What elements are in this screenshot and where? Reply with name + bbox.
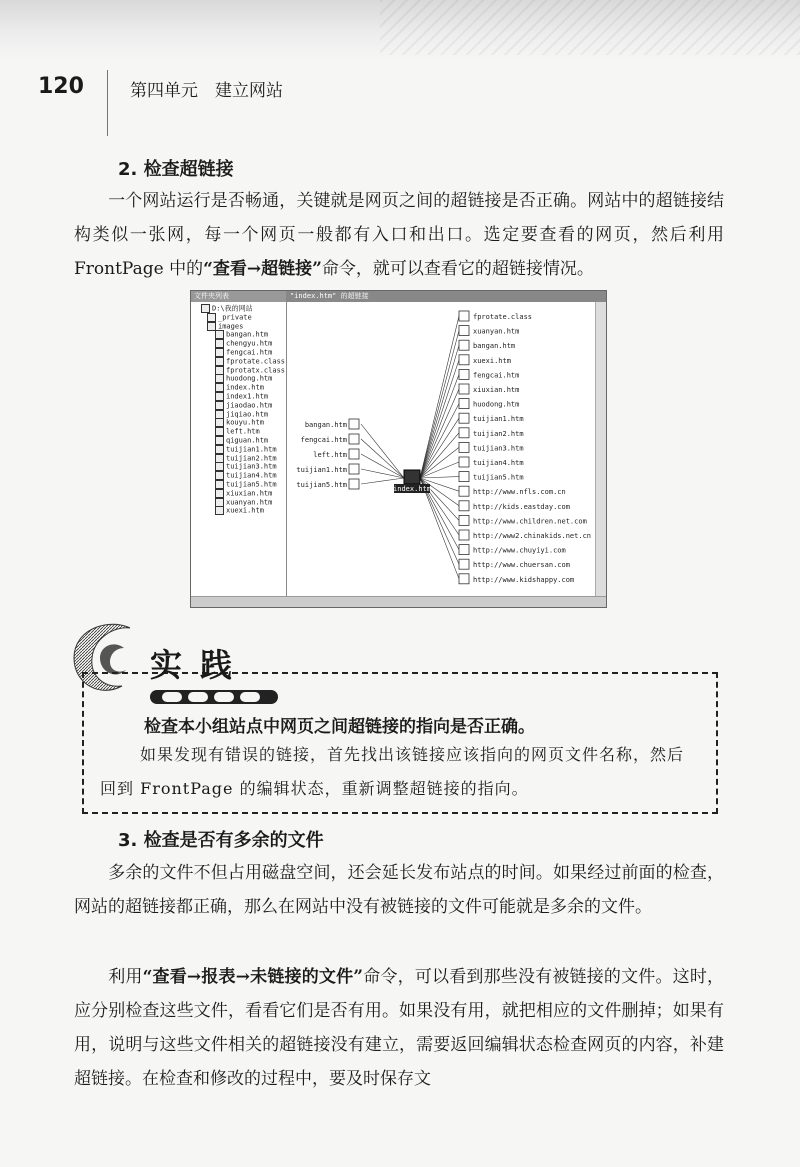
page-icon: [459, 428, 469, 438]
page-icon: [459, 399, 469, 409]
tree-item[interactable]: qiguan.htm: [199, 436, 286, 445]
tree-item[interactable]: xuanyan.htm: [199, 498, 286, 507]
folder-list-pane: [191, 291, 287, 607]
incoming-link-label[interactable]: bangan.htm: [304, 421, 347, 429]
tree-item[interactable]: tuijian4.htm: [199, 471, 286, 480]
incoming-link-line: [361, 439, 404, 478]
page-icon: [459, 457, 469, 467]
page-icon: [349, 449, 359, 459]
outgoing-link-label[interactable]: tuijian4.htm: [473, 459, 524, 467]
file-icon: [215, 462, 224, 471]
outgoing-link-label[interactable]: huodong.htm: [473, 400, 520, 409]
header-decoration: [0, 0, 800, 60]
folder-icon: [207, 313, 216, 322]
page-icon: [459, 574, 469, 584]
outgoing-link-line: [420, 360, 459, 478]
outgoing-link-label[interactable]: http://www.chuyiyi.com: [473, 546, 566, 555]
tree-item[interactable]: index.htm: [199, 383, 286, 392]
outgoing-link-label[interactable]: bangan.htm: [473, 342, 516, 351]
outgoing-link-label[interactable]: http://www2.chinakids.net.cn: [473, 532, 592, 540]
page-icon: [349, 464, 359, 474]
outgoing-link-label[interactable]: http://www.children.net.com: [473, 517, 587, 526]
practice-task: 检查本小组站点中网页之间超链接的指向是否正确。: [144, 717, 535, 737]
outgoing-link-label[interactable]: tuijian5.htm: [473, 473, 524, 482]
section-3-paragraph-2: 利用“查看→报表→未链接的文件”命令，可以看到那些没有被链接的文件。这时，应分别检查这些文件，看看它们是否有用。如果没有用，就把相应的文件删掉；如果有用，说明与这些文件相关的超链接没有建立，需要返回编辑状态检查网页的内容，补建超链接。在检查和修改的过程中，要及时保存文: [74, 967, 725, 1089]
incoming-link-line: [361, 478, 404, 484]
tree-item[interactable]: tuijian1.htm: [199, 445, 286, 454]
section-2-paragraph: 一个网站运行是否畅通，关键就是网页之间的超链接是否正确。网站中的超链接结构类似一张网，每一个网页一般都有入口和出口。选定要查看的网页，然后利用 FrontPage 中的“查看→超链接”命令，就可以查看它的超链接情况。: [74, 191, 724, 279]
tree-item[interactable]: xiuxian.htm: [199, 489, 286, 498]
section-2-title: 2. 检查超链接: [118, 159, 234, 180]
outgoing-link-label[interactable]: tuijian2.htm: [473, 429, 524, 438]
practice-title: 实践: [150, 646, 251, 684]
outgoing-link-line: [420, 404, 459, 478]
tree-item[interactable]: xuexi.htm: [199, 506, 286, 515]
page-icon: [349, 479, 359, 489]
file-icon: [215, 330, 224, 339]
file-icon: [215, 498, 224, 507]
outgoing-link-label[interactable]: fprotate.class: [473, 313, 533, 321]
file-icon: [215, 471, 224, 480]
tree-item[interactable]: jiaodao.htm: [199, 401, 286, 410]
outgoing-link-label[interactable]: fengcai.htm: [473, 371, 520, 380]
practice-text: 如果发现有错误的链接，首先找出该链接应该指向的网页文件名称，然后回到 FrontPage 的编辑状态，重新调整超链接的指向。: [100, 745, 685, 798]
file-icon: [215, 506, 224, 515]
unit-title: 第四单元 建立网站: [130, 81, 283, 101]
folder-tree: [191, 302, 286, 515]
file-icon: [215, 445, 224, 454]
outgoing-link-line: [420, 331, 459, 478]
page-icon: [459, 472, 469, 482]
tree-item[interactable]: fengcai.htm: [199, 348, 286, 357]
page-icon: [349, 419, 359, 429]
tree-item[interactable]: kouyu.htm: [199, 418, 286, 427]
file-icon: [215, 383, 224, 392]
incoming-link-line: [361, 454, 404, 478]
outgoing-link-label[interactable]: tuijian3.htm: [473, 444, 524, 453]
tree-item[interactable]: left.htm: [199, 427, 286, 436]
page-icon: [459, 530, 469, 540]
file-icon: [215, 339, 224, 348]
file-icon: [215, 357, 224, 366]
page-icon: [459, 311, 469, 321]
page-icon: [459, 559, 469, 569]
page-icon: [459, 442, 469, 452]
hyperlink-graph: [287, 302, 606, 597]
outgoing-link-line: [420, 477, 459, 478]
page-icon: [459, 545, 469, 555]
tree-item[interactable]: chengyu.htm: [199, 339, 286, 348]
page-icon: [459, 340, 469, 350]
incoming-link-label[interactable]: tuijian5.htm: [296, 481, 347, 489]
tree-item[interactable]: huodong.htm: [199, 374, 286, 383]
outgoing-link-label[interactable]: xiuxian.htm: [473, 386, 520, 394]
horizontal-scrollbar[interactable]: [191, 596, 606, 607]
page-icon: [459, 355, 469, 365]
outgoing-link-label[interactable]: http://www.nfls.com.cn: [473, 488, 566, 497]
page-icon: [459, 369, 469, 379]
tree-item[interactable]: fprotatx.class: [199, 366, 286, 375]
page-icon: [459, 515, 469, 525]
page-icon: [459, 486, 469, 496]
section-3-paragraph-1: 多余的文件不但占用磁盘空间，还会延长发布站点的时间。如果经过前面的检查，网站的超链接都正确，那么在网站中没有被链接的文件可能就是多余的文件。: [74, 863, 724, 917]
outgoing-link-label[interactable]: xuanyan.htm: [473, 327, 520, 336]
header-divider: [107, 70, 108, 136]
folder-icon: [201, 304, 210, 313]
hyperlinks-pane: [287, 291, 606, 607]
incoming-link-label[interactable]: tuijian1.htm: [296, 466, 347, 474]
frontpage-hyperlinks-screenshot: [190, 290, 607, 608]
hyperlinks-title: "index.htm" 的超链接: [287, 291, 606, 302]
outgoing-link-line: [420, 345, 459, 478]
folder-list-title: 文件夹列表: [191, 291, 286, 302]
outgoing-link-line: [420, 418, 459, 478]
file-icon: [215, 427, 224, 436]
tree-item[interactable]: jiqiao.htm: [199, 410, 286, 419]
file-icon: [215, 454, 224, 463]
page-icon: [459, 326, 469, 336]
tree-item[interactable]: index1.htm: [199, 392, 286, 401]
file-icon: [215, 418, 224, 427]
practice-title-bar: [150, 690, 278, 704]
command-unlinked-files-report: “查看→报表→未链接的文件”: [142, 967, 364, 987]
page-number: 120: [38, 74, 84, 99]
tree-item[interactable]: images: [199, 322, 286, 331]
page-icon: [349, 434, 359, 444]
file-icon: [215, 401, 224, 410]
vertical-scrollbar[interactable]: [595, 302, 606, 597]
tree-item[interactable]: tuijian2.htm: [199, 454, 286, 463]
tree-item[interactable]: tuijian5.htm: [199, 480, 286, 489]
outgoing-link-label[interactable]: http://www.kidshappy.com: [473, 575, 575, 584]
file-icon: [215, 348, 224, 357]
outgoing-link-line: [420, 478, 459, 579]
outgoing-link-line: [420, 316, 459, 478]
page-icon: [459, 413, 469, 423]
incoming-link-line: [361, 424, 404, 478]
file-icon: [215, 436, 224, 445]
tree-item[interactable]: tuijian3.htm: [199, 462, 286, 471]
file-icon: [215, 366, 224, 375]
outgoing-link-label[interactable]: http://www.chuersan.com: [473, 561, 570, 570]
page-icon: [459, 384, 469, 394]
file-icon: [215, 392, 224, 401]
section-3-title: 3. 检查是否有多余的文件: [118, 830, 324, 851]
incoming-link-label[interactable]: left.htm: [313, 451, 347, 459]
tree-item[interactable]: fprotate.class: [199, 357, 286, 366]
tree-item[interactable]: _private: [199, 313, 286, 322]
center-page-label[interactable]: index.htm: [393, 485, 431, 493]
file-icon: [215, 374, 224, 383]
outgoing-link-label[interactable]: xuexi.htm: [473, 356, 511, 365]
outgoing-link-label[interactable]: http://kids.eastday.com: [473, 502, 570, 511]
tree-item[interactable]: bangan.htm: [199, 330, 286, 339]
file-icon: [215, 480, 224, 489]
folder-icon: [207, 322, 216, 331]
file-icon: [215, 489, 224, 498]
center-page-icon: [404, 470, 420, 484]
file-icon: [215, 410, 224, 419]
tree-item[interactable]: D:\我的网站: [199, 304, 286, 313]
page-icon: [459, 501, 469, 511]
incoming-link-label[interactable]: fengcai.htm: [300, 436, 347, 444]
command-view-hyperlinks: “查看→超链接”: [203, 259, 322, 279]
outgoing-link-label[interactable]: tuijian1.htm: [473, 415, 524, 424]
